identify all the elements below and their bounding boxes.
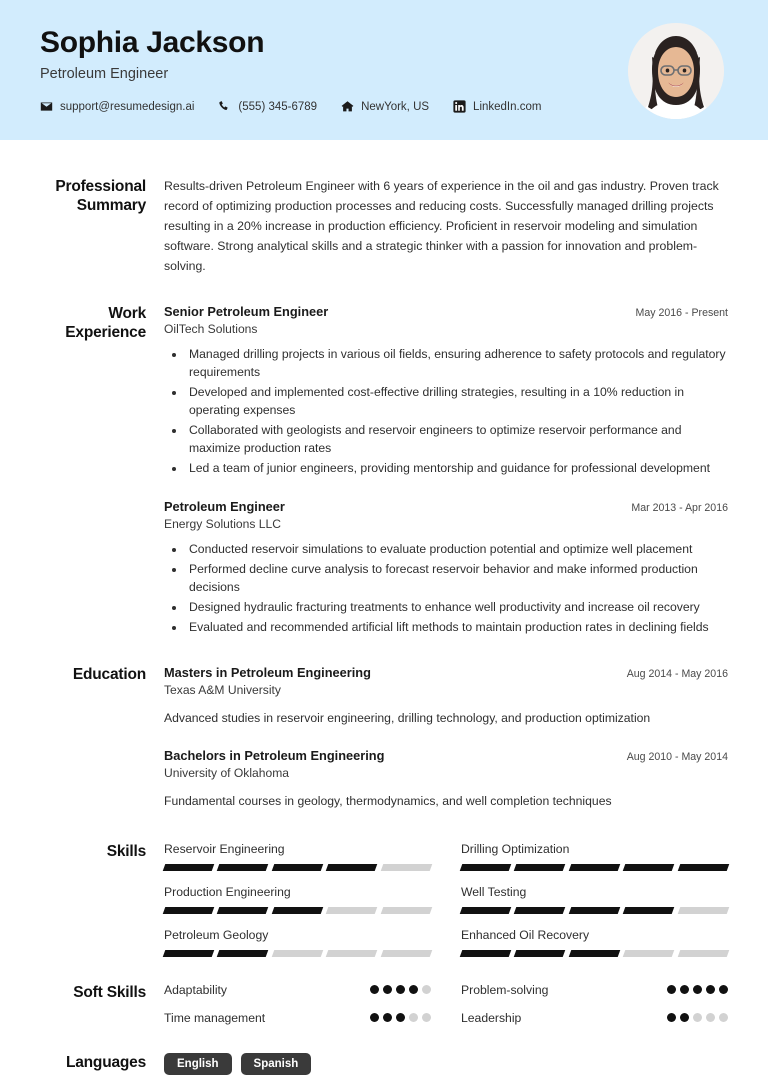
skill-bar-segment (677, 864, 729, 871)
skill-name: Enhanced Oil Recovery (461, 927, 590, 942)
soft-skills-grid (164, 983, 728, 1025)
education-description: Advanced studies in reservoir engineering, drilling technology, and production optimization (164, 711, 651, 726)
contact-phone[interactable] (218, 100, 317, 113)
candidate-name: Sophia Jackson (40, 26, 265, 59)
soft-skill-rating (370, 1013, 431, 1022)
skill-bar-segment (623, 950, 675, 957)
skill-bar-segment (514, 907, 566, 914)
section-languages (40, 1025, 728, 1075)
section-skills (40, 811, 728, 957)
rating-dot (667, 1013, 676, 1022)
skill-bar-segment (272, 864, 324, 871)
work-entry (164, 499, 728, 636)
skill-level-bar (461, 907, 728, 914)
skill-bar-segment (569, 907, 621, 914)
rating-dot (680, 1013, 689, 1022)
rating-dot (693, 1013, 702, 1022)
phone-icon (218, 100, 231, 113)
skill-bar-segment (460, 864, 512, 871)
education-date: Aug 2014 - May 2016 (626, 668, 728, 681)
bullet-item: • Led a team of junior engineers, providing mentorship and guidance for professional development (186, 459, 728, 478)
skill-bar-segment (623, 864, 675, 871)
skill-bar-segment (623, 907, 675, 914)
rating-dot (396, 985, 405, 994)
skill-bar-segment (380, 864, 432, 871)
soft-skill-name: Problem-solving (461, 982, 549, 997)
rating-dot (409, 1013, 418, 1022)
soft-skill-rating (667, 1013, 728, 1022)
section-professional-summary (40, 140, 728, 277)
section-label-work: Work Experience (65, 304, 146, 341)
work-entry-organization: OilTech Solutions (164, 321, 258, 336)
skill-bar-segment (677, 907, 729, 914)
skill-bar-segment (380, 950, 432, 957)
linkedin-icon (453, 100, 466, 113)
education-school: University of Oklahoma (164, 766, 290, 781)
contact-email[interactable] (40, 100, 194, 113)
work-entry-bullets (164, 345, 728, 478)
skill-name: Drilling Optimization (461, 841, 570, 856)
work-entry-head (164, 499, 728, 514)
section-label-summary: Professional Summary (55, 178, 146, 215)
section-work-experience (40, 277, 728, 638)
education-degree: Bachelors in Petroleum Engineering (164, 748, 385, 764)
skills-grid (164, 842, 728, 957)
work-entry-date: Mar 2013 - Apr 2016 (631, 502, 728, 515)
section-education (40, 637, 728, 811)
work-entry-bullets (164, 540, 728, 636)
rating-dot (422, 1013, 431, 1022)
soft-skill-rating (667, 985, 728, 994)
work-entry-head (164, 304, 728, 319)
rating-dot (719, 985, 728, 994)
soft-skill-item (461, 1011, 728, 1025)
skill-level-bar (164, 864, 431, 871)
skill-bar-segment (217, 950, 269, 957)
skill-bar-segment (272, 950, 324, 957)
skill-bar-segment (163, 950, 215, 957)
soft-skill-item (164, 983, 431, 997)
education-description: Fundamental courses in geology, thermodynamics, and well completion techniques (164, 794, 612, 809)
envelope-icon (40, 100, 53, 113)
skill-bar-segment (380, 907, 432, 914)
skill-item (461, 842, 728, 871)
bullet-item: • Developed and implemented cost-effective drilling strategies, resulting in a 10% reduction in operating expenses (186, 383, 728, 420)
section-label-soft-skills: Soft Skills (73, 983, 146, 1001)
soft-skill-rating (370, 985, 431, 994)
skill-bar-segment (326, 950, 378, 957)
resume-header (0, 0, 768, 140)
skill-name: Reservoir Engineering (164, 841, 285, 856)
skill-bar-segment (326, 907, 378, 914)
candidate-job-title: Petroleum Engineer (40, 66, 169, 82)
skill-bar-segment (569, 950, 621, 957)
skill-bar-segment (163, 864, 215, 871)
contact-location[interactable] (341, 100, 429, 113)
bullet-item: • Collaborated with geologists and reservoir engineers to optimize reservoir performance and maximize production rates (186, 421, 728, 458)
rating-dot (422, 985, 431, 994)
skill-bar-segment (569, 864, 621, 871)
skill-bar-segment (460, 950, 512, 957)
skill-bar-segment (677, 950, 729, 957)
soft-skill-item (164, 1011, 431, 1025)
rating-dot (719, 1013, 728, 1022)
work-entry-date: May 2016 - Present (635, 306, 728, 319)
skill-level-bar (461, 950, 728, 957)
bullet-item: • Evaluated and recommended artificial lift methods to maintain production rates in declining fields (186, 618, 728, 637)
education-date: Aug 2010 - May 2014 (626, 751, 728, 764)
rating-dot (706, 1013, 715, 1022)
bullet-item: • Managed drilling projects in various oil fields, ensuring adherence to safety protocols and regulatory requirements (186, 345, 728, 382)
skill-item (164, 885, 431, 914)
home-icon (341, 100, 354, 113)
contact-linkedin-text: LinkedIn.com (473, 100, 542, 113)
skill-bar-segment (272, 907, 324, 914)
skill-bar-segment (514, 950, 566, 957)
skill-bar-segment (217, 907, 269, 914)
work-entry-title: Petroleum Engineer (164, 499, 285, 515)
rating-dot (383, 985, 392, 994)
skill-level-bar (461, 864, 728, 871)
contact-row (40, 100, 541, 113)
skill-name: Petroleum Geology (164, 927, 269, 942)
skill-name: Production Engineering (164, 884, 291, 899)
summary-text: Results-driven Petroleum Engineer with 6 years of experience in the oil and gas industry. Proven track record of optimizing production processes and reducing costs. Successfully managed drilling projects resulting in a 20% increase in production efficiency. Proficient in reservoir modeling and simulation software. Strong analytical skills and a strategic thinker with a passion for innovation and problem-solving. (164, 179, 719, 273)
language-tag: English (164, 1053, 232, 1075)
contact-linkedin[interactable] (453, 100, 541, 113)
rating-dot (370, 985, 379, 994)
section-label-languages: Languages (65, 1053, 146, 1071)
skill-bar-segment (217, 864, 269, 871)
skill-item (461, 928, 728, 957)
skill-name: Well Testing (461, 884, 527, 899)
rating-dot (409, 985, 418, 994)
skill-level-bar (164, 907, 431, 914)
section-label-skills: Skills (106, 842, 146, 860)
education-entry-head (164, 748, 728, 763)
soft-skill-name: Adaptability (164, 982, 228, 997)
rating-dot (396, 1013, 405, 1022)
contact-email-text: support@resumedesign.ai (60, 100, 195, 113)
education-entry (164, 665, 728, 727)
work-entry-organization: Energy Solutions LLC (164, 517, 281, 532)
skill-item (461, 885, 728, 914)
rating-dot (667, 985, 676, 994)
bullet-item: • Conducted reservoir simulations to evaluate production potential and optimize well placement (186, 540, 728, 559)
skill-level-bar (164, 950, 431, 957)
soft-skill-name: Time management (164, 1010, 266, 1025)
skill-bar-segment (460, 907, 512, 914)
rating-dot (383, 1013, 392, 1022)
avatar (628, 23, 724, 119)
soft-skill-item (461, 983, 728, 997)
bullet-item: • Performed decline curve analysis to forecast reservoir behavior and make informed production decisions (186, 560, 728, 597)
rating-dot (706, 985, 715, 994)
rating-dot (680, 985, 689, 994)
bullet-item: • Designed hydraulic fracturing treatments to enhance well productivity and increase oil recovery (186, 598, 728, 617)
skill-bar-segment (514, 864, 566, 871)
soft-skill-name: Leadership (461, 1010, 522, 1025)
education-entry (164, 748, 728, 810)
rating-dot (693, 985, 702, 994)
education-school: Texas A&M University (164, 683, 281, 698)
education-degree: Masters in Petroleum Engineering (164, 665, 371, 681)
language-tags (164, 1053, 728, 1075)
section-label-education: Education (72, 666, 146, 684)
contact-phone-text: (555) 345-6789 (238, 100, 318, 113)
rating-dot (370, 1013, 379, 1022)
resume-body (0, 140, 768, 1075)
contact-location-text: NewYork, US (361, 100, 430, 113)
skill-bar-segment (163, 907, 215, 914)
education-entry-head (164, 665, 728, 680)
skill-item (164, 842, 431, 871)
work-entry-title: Senior Petroleum Engineer (164, 303, 329, 319)
skill-bar-segment (326, 864, 378, 871)
skill-item (164, 928, 431, 957)
language-tag: Spanish (241, 1053, 312, 1075)
section-soft-skills (40, 957, 728, 1025)
work-entry (164, 304, 728, 478)
